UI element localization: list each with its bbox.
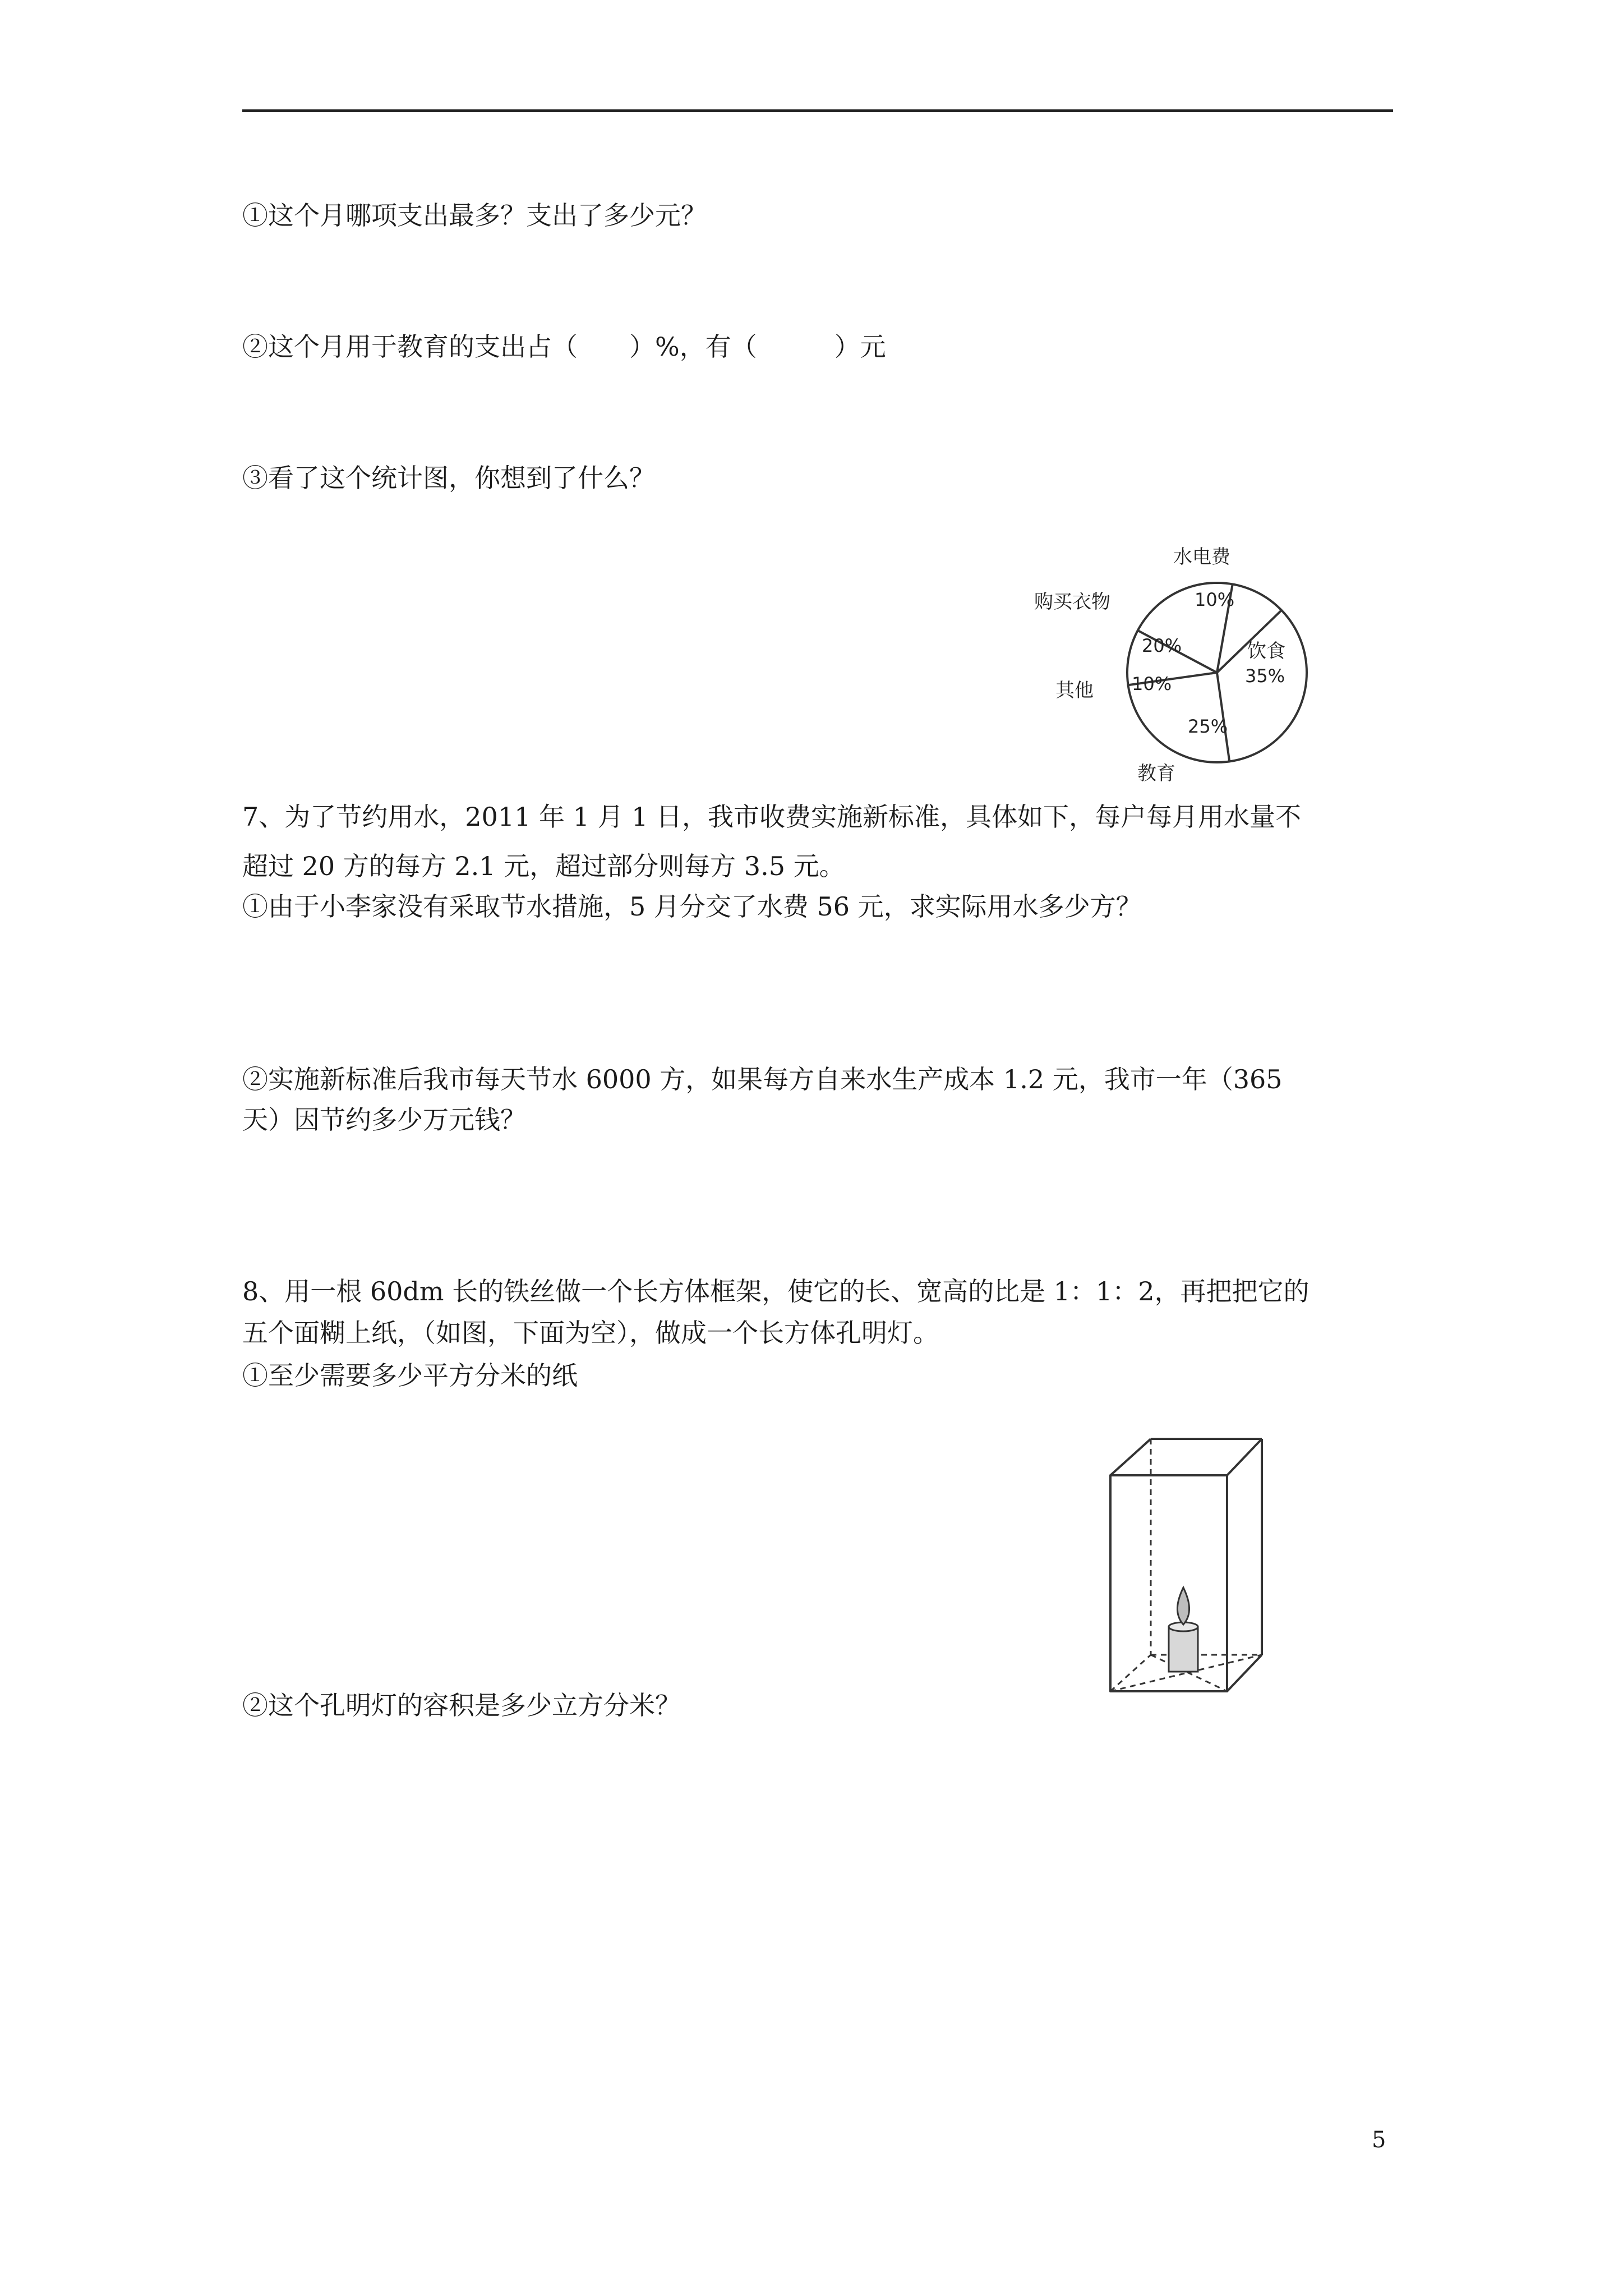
- slice-pct-clothes: 20%: [1142, 635, 1182, 656]
- q6-sub2: ②这个月用于教育的支出占（ ）%，有（ ）元: [242, 332, 886, 362]
- q6-sub1: ①这个月哪项支出最多？支出了多少元？: [242, 200, 707, 231]
- q8-sub2: ②这个孔明灯的容积是多少立方分米？: [242, 1690, 681, 1720]
- page-number: 5: [1372, 2127, 1386, 2153]
- q7-line2: 超过 20 方的每方 2.1 元，超过部分则每方 3.5 元。: [242, 851, 845, 881]
- q7-line1: 7、为了节约用水，2011 年 1 月 1 日，我市收费实施新标准，具体如下，每户每月用水量不: [242, 802, 1301, 832]
- slice-label-food: 饮食: [1247, 640, 1285, 662]
- slice-label-other: 其他: [1055, 679, 1094, 702]
- expense-pie-chart: [1009, 533, 1357, 791]
- header-rule: [242, 109, 1393, 112]
- q6-sub3: ③看了这个统计图，你想到了什么？: [242, 463, 655, 493]
- q7-sub2-line1: ②实施新标准后我市每天节水 6000 方，如果每方自来水生产成本 1.2 元，我市一年（365: [242, 1064, 1283, 1094]
- q7-sub1: ①由于小李家没有采取节水措施，5 月分交了水费 56 元，求实际用水多少方？: [242, 891, 1142, 922]
- slice-pct-other: 10%: [1132, 673, 1172, 694]
- slice-pct-education: 25%: [1188, 716, 1228, 737]
- lantern-cuboid-figure: [1099, 1436, 1279, 1705]
- q8-sub1: ①至少需要多少平方分米的纸: [242, 1360, 578, 1391]
- q8-line1: 8、用一根 60dm 长的铁丝做一个长方体框架，使它的长、宽高的比是 1：1：2，再把把它的: [242, 1276, 1310, 1306]
- slice-label-water-electricity: 水电费: [1173, 546, 1230, 568]
- q7-sub2-line2: 天）因节约多少万元钱？: [242, 1105, 526, 1135]
- slice-pct-food: 35%: [1245, 665, 1285, 687]
- q8-line2: 五个面糊上纸，（如图，下面为空），做成一个长方体孔明灯。: [242, 1318, 939, 1348]
- candle-icon: [1169, 1588, 1198, 1672]
- slice-label-clothes: 购买衣物: [1034, 591, 1110, 613]
- slice-label-education: 教育: [1137, 762, 1175, 785]
- slice-pct-water-electricity: 10%: [1195, 589, 1235, 610]
